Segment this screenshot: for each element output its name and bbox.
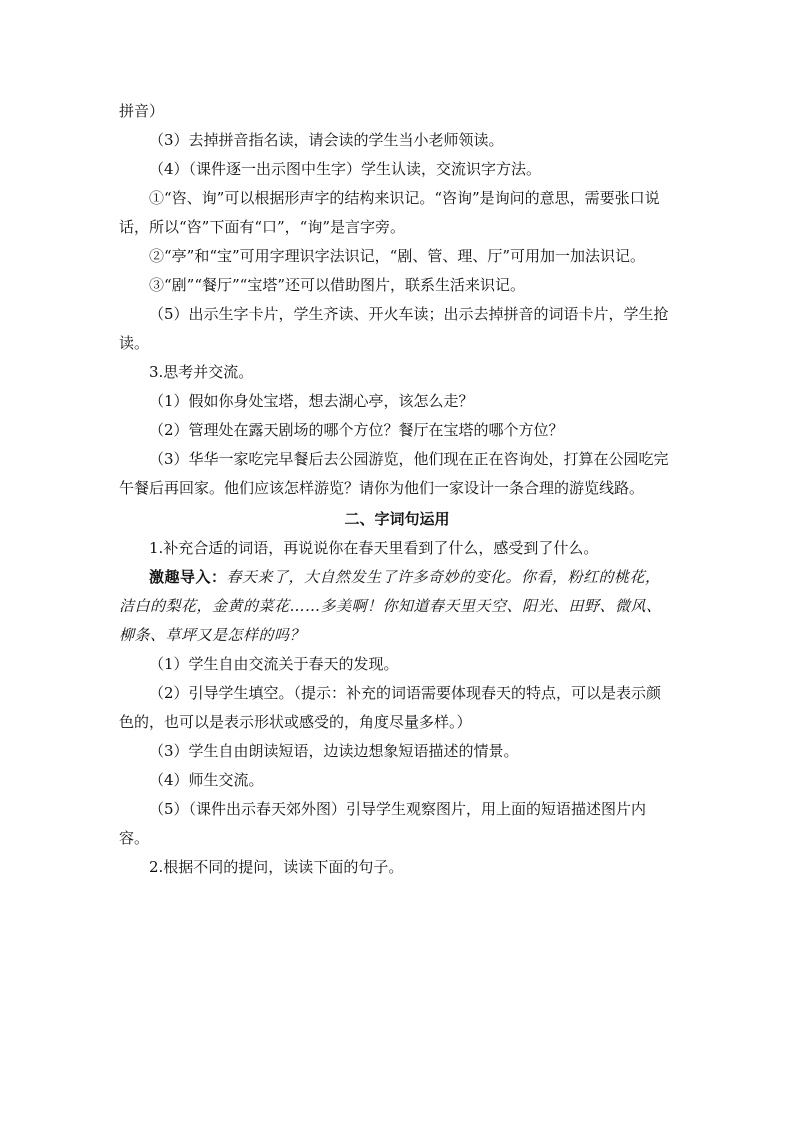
intro-body: 春天来了，大自然发生了许多奇妙的变化。你看，粉红的桃花，洁白的梨花，金黄的菜花……多美啊！你知道春天里天空、阳光、田野、微风、柳条、草坪又是怎样的吗？ (119, 568, 662, 644)
intro-lead: 激趣导入： (149, 568, 227, 586)
paragraph-method-3: ③“剧”“餐厅”“宝塔”还可以借助图片，联系生活来识记。 (149, 276, 526, 294)
paragraph-sub-3: （3）学生自由朗读短语，边读边想象短语描述的情景。 (149, 742, 519, 760)
paragraph-task-2: 2.根据不同的提问，读读下面的句子。 (149, 858, 404, 876)
paragraph-question-2: （2）管理处在露天剧场的哪个方位？餐厅在宝塔的哪个方位？ (149, 421, 564, 439)
paragraph-intro (119, 563, 675, 650)
section-heading: 二、字词句运用 (344, 510, 450, 528)
paragraph-task-1: 1.补充合适的词语，再说说你在春天里看到了什么，感受到了什么。 (149, 539, 599, 557)
paragraph-step-5: （5）出示生字卡片，学生齐读、开火车读；出示去掉拼音的词语卡片，学生抢读。 (119, 305, 669, 352)
paragraph-method-2: ②“亭”和“宝”可用字理识字法识记，“剧、管、理、厅”可用加一加法识记。 (149, 247, 646, 265)
paragraph-method-1: ①“咨、询”可以根据形声字的结构来识记。“咨询”是询问的意思，需要张口说话，所以“咨”下面有“口”，“询”是言字旁。 (119, 189, 660, 236)
paragraph-sub-2: （2）引导学生填空。（提示：补充的词语需要体现春天的特点，可以是表示颜色的，也可以是表示形状或感受的，角度尽量多样。） (119, 684, 662, 731)
paragraph-question-1: （1）假如你身处宝塔，想去湖心亭，该怎么走？ (149, 392, 474, 410)
paragraph-step-4: （4）（课件逐一出示图中生字）学生认读，交流识字方法。 (149, 160, 542, 178)
paragraph-sub-4: （4）师生交流。 (149, 771, 264, 789)
paragraph-question-3: （3）华华一家吃完早餐后去公园游览，他们现在正在咨询处，打算在公园吃完午餐后再回家。他们应该怎样游览？请你为他们一家设计一条合理的游览线路。 (119, 450, 669, 497)
paragraph-think-discuss: 3.思考并交流。 (149, 363, 254, 381)
paragraph-sub-5: （5）（课件出示春天郊外图）引导学生观察图片，用上面的短语描述图片内容。 (119, 800, 647, 847)
paragraph-step-3: （3）去掉拼音指名读，请会读的学生当小老师领读。 (149, 131, 504, 149)
paragraph-pinyin-end: 拼音） (119, 102, 165, 120)
paragraph-sub-1: （1）学生自由交流关于春天的发现。 (149, 655, 399, 673)
document-body (119, 97, 675, 882)
